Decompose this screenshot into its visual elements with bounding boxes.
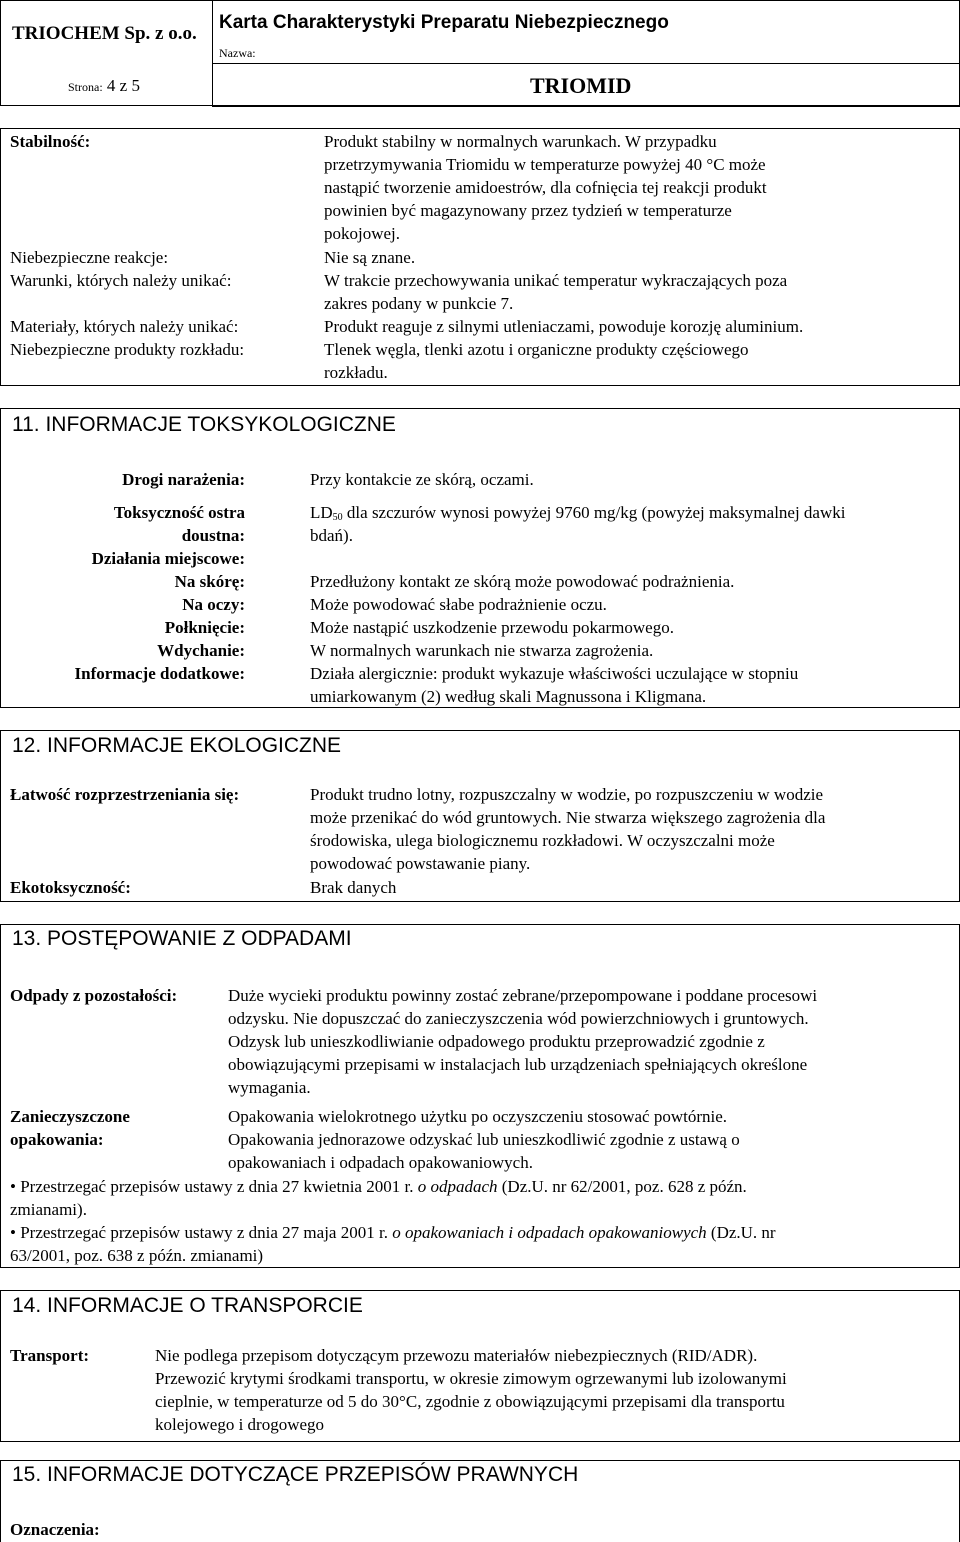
text-line: nastąpić tworzenie amidoestrów, dla cofnięcia tej reakcji produkt — [324, 178, 767, 197]
text-line: Duże wycieki produktu powinny zostać zebrane/przepompowane i poddane procesowi — [228, 986, 818, 1005]
company-name: TRIOCHEM Sp. z o.o. — [12, 23, 197, 44]
text-line: Nie podlega przepisom dotyczącym przewozu materiałów niebezpiecznych (RID/ADR). — [155, 1346, 758, 1365]
document-title: Karta Charakterystyki Preparatu Niebezpiecznego — [219, 12, 669, 33]
label-line: Zanieczyszczone — [10, 1107, 130, 1126]
text-line: wymagania. — [228, 1078, 311, 1097]
toxicology-values — [310, 468, 950, 708]
value-odpady — [228, 984, 953, 1099]
value-na-oczy: Może powodować słabe podrażnienie oczu. — [310, 595, 607, 614]
value-produkty — [324, 338, 954, 384]
label-drogi: Drogi narażenia: — [122, 470, 245, 489]
bullet-line — [10, 1221, 950, 1244]
text-line: powinien być magazynowany przez tydzień w temperaturze — [324, 201, 732, 220]
value-toks-1 — [310, 501, 950, 524]
label-toks-2: doustna: — [181, 526, 245, 545]
section15-title: 15. INFORMACJE DOTYCZĄCE PRZEPISÓW PRAWNYCH — [12, 1463, 579, 1486]
label-niebezpieczne-reakcje: Niebezpieczne reakcje: — [10, 248, 169, 267]
bullet-text: • Przestrzegać przepisów ustawy z dnia 27 kwietnia 2001 r. — [10, 1177, 418, 1196]
page-label-text: Strona: — [68, 80, 103, 94]
label-na-oczy: Na oczy: — [182, 595, 245, 614]
bullet-text: (Dz.U. nr — [706, 1223, 776, 1242]
text-line: odzysku. Nie dopuszczać do zanieczyszczenia wód powierzchniowych i gruntowych. — [228, 1009, 809, 1028]
value-stabilnosc — [324, 130, 954, 245]
name-label: Nazwa: — [219, 46, 256, 60]
page-number: 4 z 5 — [106, 76, 140, 95]
value-reakcje: Nie są znane. — [324, 248, 416, 267]
text-line: może przenikać do wód gruntowych. Nie stwarza większego zagrożenia dla — [310, 808, 826, 827]
label-stabilnosc: Stabilność: — [10, 132, 91, 151]
value-dodatkowe-1: Działa alergicznie: produkt wykazuje właściwości uczulające w stopniu — [310, 664, 799, 683]
bullet-italic: o opakowaniach i odpadach opakowaniowych — [392, 1223, 707, 1242]
value-drogi: Przy kontakcie ze skórą, oczami. — [310, 470, 534, 489]
value-materialy: Produkt reaguje z silnymi utleniaczami, powoduje korozję aluminium. — [324, 317, 804, 336]
value-polkniecie: Może nastąpić uszkodzenie przewodu pokarmowego. — [310, 618, 674, 637]
text-line: kolejowego i drogowego — [155, 1415, 325, 1434]
bullet-text: (Dz.U. nr 62/2001, poz. 628 z późn. — [497, 1177, 747, 1196]
label-produkty-rozkladu: Niebezpieczne produkty rozkładu: — [10, 340, 245, 359]
section14-title: 14. INFORMACJE O TRANSPORCIE — [12, 1294, 363, 1317]
text-line: obowiązującymi przepisami w instalacjach lub urządzeniach spełniających określone — [228, 1055, 808, 1074]
text-line: rozkładu. — [324, 363, 388, 382]
text-line: Opakowania wielokrotnego użytku po oczyszczeniu stosować powtórnie. — [228, 1107, 727, 1126]
label-latwosc: Łatwość rozprzestrzeniania się: — [10, 785, 240, 804]
ld-prefix: LD — [310, 503, 333, 522]
label-dzialania: Działania miejscowe: — [91, 549, 245, 568]
bullet-line: 63/2001, poz. 638 z późn. zmianami) — [10, 1246, 264, 1265]
section12-title: 12. INFORMACJE EKOLOGICZNE — [12, 734, 342, 757]
regulation-bullet-2 — [10, 1221, 950, 1267]
value-latwosc — [310, 783, 950, 875]
text-line: Produkt stabilny w normalnych warunkach. W przypadku — [324, 132, 717, 151]
label-transport: Transport: — [10, 1346, 90, 1365]
text-line: przetrzymywania Triomidu w temperaturze powyżej 40 °C może — [324, 155, 766, 174]
value-zanieczyszczone — [228, 1105, 953, 1174]
label-line: opakowania: — [10, 1130, 104, 1149]
regulation-bullet-1 — [10, 1175, 950, 1221]
section13-title: 13. POSTĘPOWANIE Z ODPADAMI — [12, 927, 352, 950]
value-ekotoksycznosc: Brak danych — [310, 878, 397, 897]
product-name: TRIOMID — [530, 73, 632, 98]
text-line: Przewozić krytymi środkami transportu, w okresie zimowym ogrzewanymi lub izolowanymi — [155, 1369, 787, 1388]
value-dzialania-blank — [310, 547, 950, 570]
value-warunki — [324, 269, 954, 315]
label-oznaczenia: Oznaczenia: — [10, 1520, 100, 1539]
bullet-text: • Przestrzegać przepisów ustawy z dnia 27 maja 2001 r. — [10, 1223, 393, 1242]
ld-subscript: 50 — [332, 512, 343, 523]
value-wdychanie: W normalnych warunkach nie stwarza zagrożenia. — [310, 641, 654, 660]
text-line: zakres podany w punkcie 7. — [324, 294, 514, 313]
text-line: opakowaniach i odpadach opakowaniowych. — [228, 1153, 533, 1172]
text-line: Tlenek węgla, tlenki azotu i organiczne produkty częściowego — [324, 340, 749, 359]
bullet-line — [10, 1175, 950, 1198]
bullet-line: zmianami). — [10, 1200, 87, 1219]
label-zanieczyszczone — [10, 1105, 130, 1151]
label-wdychanie: Wdychanie: — [157, 641, 245, 660]
text-line: środowiska, ulega biologicznemu rozkładowi. W oczyszczalni może — [310, 831, 775, 850]
label-toks-1: Toksyczność ostra — [113, 503, 245, 522]
text-line: pokojowej. — [324, 224, 401, 243]
text-line: Produkt trudno lotny, rozpuszczalny w wodzie, po rozpuszczeniu w wodzie — [310, 785, 824, 804]
label-materialy: Materiały, których należy unikać: — [10, 317, 239, 336]
label-ekotoksycznosc: Ekotoksyczność: — [10, 878, 131, 897]
text-line: cieplnie, w temperaturze od 5 do 30°C, zgodnie z obowiązującymi przepisami dla transportu — [155, 1392, 785, 1411]
label-polkniecie: Połknięcie: — [164, 618, 245, 637]
label-na-skore: Na skórę: — [174, 572, 245, 591]
label-odpady: Odpady z pozostałości: — [10, 986, 178, 1005]
text-line: W trakcie przechowywania unikać temperatur wykraczających poza — [324, 271, 788, 290]
text-line: Odzysk lub unieszkodliwianie odpadowego produktu przeprowadzić zgodnie z — [228, 1032, 765, 1051]
value-dodatkowe-2: umiarkowanym (2) według skali Magnussona i Kligmana. — [310, 687, 707, 706]
page-label — [68, 74, 140, 99]
ld-text: dla szczurów wynosi powyżej 9760 mg/kg (powyżej maksymalnej dawki — [342, 503, 846, 522]
text-line: powodować powstawanie piany. — [310, 854, 531, 873]
value-na-skore: Przedłużony kontakt ze skórą może powodować podrażnienia. — [310, 572, 735, 591]
toxicology-labels — [0, 468, 245, 685]
label-warunki: Warunki, których należy unikać: — [10, 271, 232, 290]
section11-title: 11. INFORMACJE TOKSYKOLOGICZNE — [12, 413, 396, 436]
value-toks-2: bdań). — [310, 526, 353, 545]
text-line: Opakowania jednorazowe odzyskać lub unieszkodliwić zgodnie z ustawą o — [228, 1130, 740, 1149]
label-dodatkowe: Informacje dodatkowe: — [74, 664, 245, 683]
bullet-italic: o odpadach — [417, 1177, 498, 1196]
value-transport — [155, 1344, 955, 1436]
